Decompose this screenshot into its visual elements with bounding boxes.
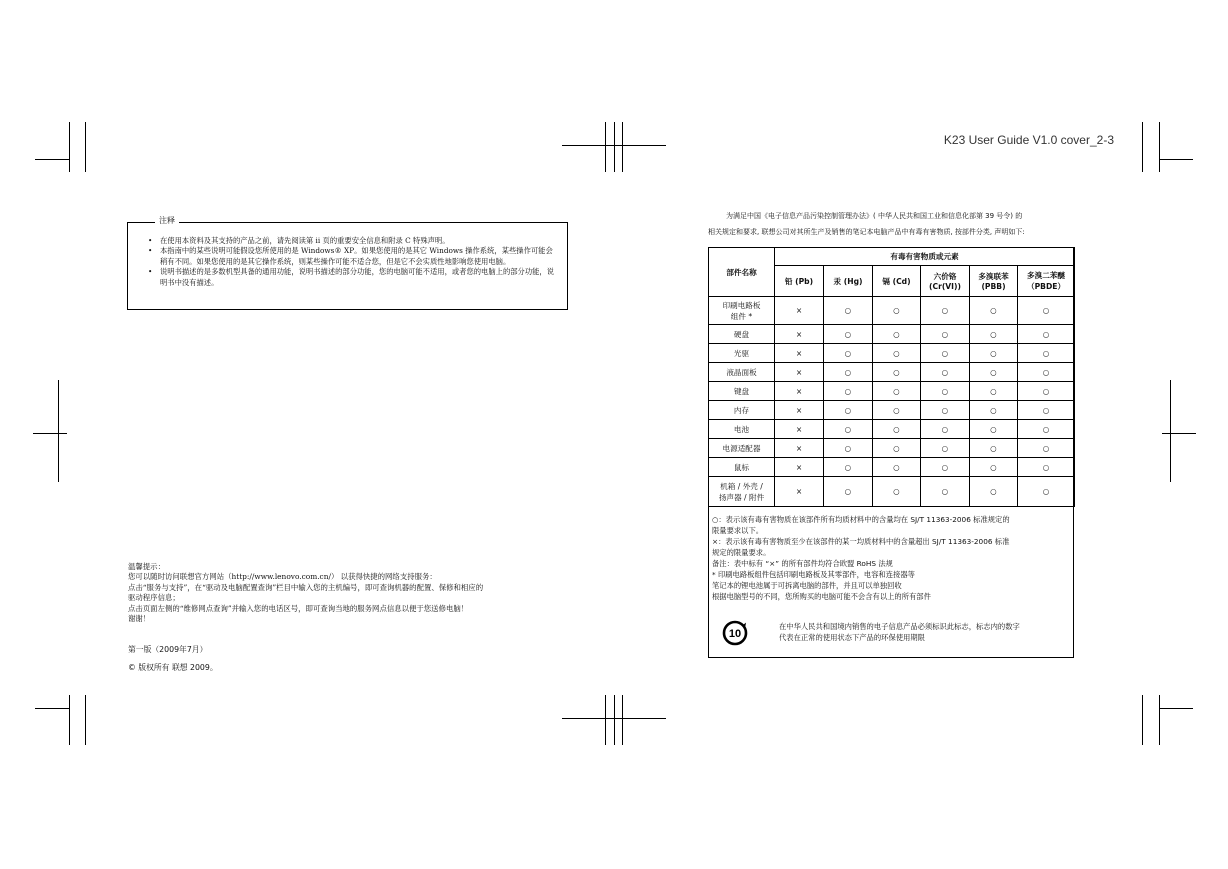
- note-text: 本指南中的某些说明可能假设您所使用的是 Windows® XP。如果您使用的是其它 Windows 操作系统，某些操作可能会稍有不同。如果您使用的是其它操作系统，则某些操作可能不适合您，但是它不会实质性地影响您使用电脑。: [160, 246, 553, 266]
- column-header: 多溴二苯醚 （PBDE）: [1018, 266, 1075, 297]
- column-header: 汞 (Hg): [824, 266, 873, 297]
- crop-mark: [58, 380, 59, 482]
- crop-mark: [33, 433, 67, 434]
- substance-cell: ○: [824, 344, 873, 363]
- substances-group-header: 有毒有害物质或元素: [775, 248, 1075, 266]
- substance-cell: ×: [775, 297, 824, 325]
- substance-cell: ○: [873, 401, 921, 420]
- declaration-intro: [708, 208, 1074, 240]
- substance-cell: ○: [824, 401, 873, 420]
- intro-line: 为满足中国《电子信息产品污染控制管理办法》( 中华人民共和国工业和信息化部第 39 号令) 的: [726, 212, 1023, 220]
- substance-cell: ○: [921, 401, 970, 420]
- footnote-line: 根据电脑型号的不同，您所购买的电脑可能不会含有以上的所有部件: [712, 592, 931, 601]
- substance-cell: ○: [824, 458, 873, 477]
- substance-cell: ○: [921, 363, 970, 382]
- substance-cell: ×: [775, 401, 824, 420]
- part-name-cell: 键盘: [709, 382, 775, 401]
- crop-mark: [562, 718, 666, 719]
- substance-cell: ○: [873, 344, 921, 363]
- bullet-icon: •: [148, 267, 153, 277]
- table-row: [709, 297, 1075, 325]
- substance-cell: ○: [824, 382, 873, 401]
- crop-mark: [69, 695, 70, 745]
- column-header: 铅 (Pb): [775, 266, 824, 297]
- note-text: 说明书描述的是多数机型具备的通用功能，说明书描述的部分功能，您的电脑可能不适用，或者您的电脑上的部分功能，说明书中没有描述。: [160, 267, 555, 287]
- table-header-row: [709, 248, 1075, 266]
- substance-cell: ○: [824, 477, 873, 507]
- crop-mark: [1159, 695, 1160, 745]
- crop-mark: [1142, 122, 1143, 172]
- substance-cell: ×: [775, 477, 824, 507]
- intro-line: 相关规定和要求, 联想公司对其所生产及销售的笔记本电脑产品中有毒有害物质, 按部件分类, 声明如下:: [708, 228, 1025, 236]
- part-name-cell: 电源适配器: [709, 439, 775, 458]
- part-name-cell: 液晶面板: [709, 363, 775, 382]
- substance-cell: ○: [921, 420, 970, 439]
- crop-mark: [35, 708, 69, 709]
- substance-cell: ○: [824, 297, 873, 325]
- footnote-line: 笔记本的锂电池属于可拆离电脑的部件，并且可以单独回收: [712, 581, 902, 590]
- seal-text-line: 代表在正常的使用状态下产品的环保使用期限: [779, 633, 925, 642]
- substance-cell: ○: [1018, 297, 1075, 325]
- tips-line: 您可以随时访问联想官方网站（http://www.lenovo.com.cn/） 以获得快捷的网络支持服务：: [128, 572, 437, 582]
- copyright-text: © 版权所有 联想 2009。: [128, 663, 218, 672]
- part-name-header: 部件名称: [709, 248, 775, 297]
- list-item: [146, 236, 558, 246]
- substance-cell: ○: [1018, 420, 1075, 439]
- table-row: [709, 420, 1075, 439]
- seal-text-line: 在中华人民共和国境内销售的电子信息产品必须标识此标志，标志内的数字: [779, 622, 1020, 631]
- tips-line: 点击页面左侧的“维修网点查询”并输入您的电话区号，即可查询当地的服务网点信息以便于您送修电脑！: [128, 603, 469, 613]
- substance-cell: ○: [970, 325, 1018, 344]
- table-row: [709, 363, 1075, 382]
- table-row: [709, 344, 1075, 363]
- crop-mark: [1142, 695, 1143, 745]
- footnote-line: ○：表示该有毒有害物质在该部件所有均质材料中的含量均在 SJ/T 11363-2006 标准规定的: [712, 515, 1010, 524]
- substance-cell: ×: [775, 344, 824, 363]
- note-list: [146, 236, 558, 288]
- support-tips: [128, 562, 578, 624]
- crop-mark: [614, 695, 615, 745]
- part-name-cell: 光驱: [709, 344, 775, 363]
- substance-cell: ○: [1018, 344, 1075, 363]
- table-row: [709, 401, 1075, 420]
- substance-cell: ×: [775, 325, 824, 344]
- note-text: 在使用本资料及其支持的产品之前，请先阅读第 ii 页的重要安全信息和附录 C 特殊声明。: [160, 236, 450, 245]
- substance-cell: ×: [775, 382, 824, 401]
- substance-cell: ○: [824, 439, 873, 458]
- tips-line: 温馨提示：: [128, 562, 165, 571]
- substance-cell: ○: [1018, 363, 1075, 382]
- tips-line: 驱动程序信息；: [128, 593, 180, 603]
- seal-number: 10: [728, 628, 742, 641]
- substance-cell: ○: [824, 325, 873, 344]
- tips-line: 谢谢！: [128, 614, 151, 624]
- part-name-cell: 硬盘: [709, 325, 775, 344]
- substance-cell: ○: [873, 325, 921, 344]
- substance-cell: ○: [873, 477, 921, 507]
- bullet-icon: •: [148, 246, 153, 256]
- substance-cell: ○: [873, 363, 921, 382]
- crop-mark: [69, 122, 70, 172]
- seal-description: [779, 621, 1069, 643]
- substance-cell: ○: [1018, 382, 1075, 401]
- crop-mark: [1162, 433, 1196, 434]
- crop-mark: [622, 695, 623, 745]
- substance-cell: ○: [970, 458, 1018, 477]
- part-name-cell: 电池: [709, 420, 775, 439]
- substance-cell: ○: [970, 401, 1018, 420]
- substance-cell: ○: [873, 297, 921, 325]
- substance-cell: ×: [775, 363, 824, 382]
- bullet-icon: •: [148, 236, 153, 245]
- substance-cell: ○: [970, 382, 1018, 401]
- crop-mark: [1159, 708, 1193, 709]
- substance-cell: ○: [1018, 477, 1075, 507]
- substance-cell: ○: [1018, 401, 1075, 420]
- substance-cell: ○: [1018, 325, 1075, 344]
- table-row: [709, 477, 1075, 507]
- crop-mark: [85, 695, 86, 745]
- hazardous-substances-table: [708, 247, 1075, 507]
- table-row: [709, 382, 1075, 401]
- substance-cell: ○: [921, 344, 970, 363]
- tips-line: 点击“服务与支持”，在“驱动及电脑配置查询”栏目中输入您的主机编号，即可查询机器的配置、保修和相应的: [128, 582, 484, 592]
- column-header: 镉 (Cd): [873, 266, 921, 297]
- substance-cell: ○: [921, 458, 970, 477]
- substance-cell: ○: [921, 439, 970, 458]
- footnote-line: ×：表示该有毒有害物质至少在该部件的某一均质材料中的含量超出 SJ/T 11363-2006 标准: [712, 537, 1010, 546]
- table-footnotes: [712, 514, 1068, 602]
- crop-mark: [85, 122, 86, 172]
- part-name-cell: 印刷电路板 组件 *: [709, 297, 775, 325]
- substance-cell: ○: [873, 458, 921, 477]
- crop-mark: [605, 122, 606, 172]
- footnote-line: 限量要求以下。: [712, 526, 764, 535]
- substance-cell: ○: [970, 439, 1018, 458]
- substance-cell: ○: [921, 382, 970, 401]
- substance-cell: ○: [921, 297, 970, 325]
- crop-mark: [35, 159, 69, 160]
- page-header-title: K23 User Guide V1.0 cover_2-3: [943, 133, 1114, 147]
- crop-mark: [614, 122, 615, 172]
- substance-cell: ○: [824, 363, 873, 382]
- crop-mark: [1159, 159, 1193, 160]
- table-row: [709, 439, 1075, 458]
- crop-mark: [622, 122, 623, 172]
- substance-cell: ○: [824, 420, 873, 439]
- footnote-line: * 印刷电路板组件包括印刷电路板及其零部件，电容和连接器等: [712, 570, 915, 579]
- substance-cell: ○: [921, 325, 970, 344]
- substance-cell: ○: [1018, 439, 1075, 458]
- efup-10-year-seal-icon: [722, 620, 748, 646]
- substance-cell: ○: [873, 420, 921, 439]
- substance-cell: ×: [775, 458, 824, 477]
- crop-mark: [562, 145, 666, 146]
- crop-mark: [605, 695, 606, 745]
- table-row: [709, 325, 1075, 344]
- substance-cell: ○: [873, 439, 921, 458]
- substance-cell: ×: [775, 439, 824, 458]
- crop-mark: [1170, 380, 1171, 482]
- substance-cell: ○: [921, 477, 970, 507]
- substance-cell: ○: [970, 344, 1018, 363]
- column-header: 六价铬 (Cr(VI)): [921, 266, 970, 297]
- list-item: [146, 267, 558, 288]
- footnote-line: 规定的限量要求。: [712, 548, 771, 557]
- part-name-cell: 鼠标: [709, 458, 775, 477]
- substance-cell: ○: [970, 420, 1018, 439]
- substance-cell: ○: [1018, 458, 1075, 477]
- substance-cell: ×: [775, 420, 824, 439]
- part-name-cell: 机箱 / 外壳 / 扬声器 / 附件: [709, 477, 775, 507]
- table-row: [709, 458, 1075, 477]
- substance-cell: ○: [970, 477, 1018, 507]
- edition-text: 第一版（2009年7月）: [128, 645, 208, 654]
- list-item: [146, 246, 558, 267]
- column-header: 多溴联苯 (PBB): [970, 266, 1018, 297]
- note-title: 注释: [155, 215, 179, 226]
- part-name-cell: 内存: [709, 401, 775, 420]
- substance-cell: ○: [873, 382, 921, 401]
- crop-mark: [1159, 122, 1160, 172]
- substance-cell: ○: [970, 363, 1018, 382]
- footnote-line: 备注：表中标有 “×” 的所有部件均符合欧盟 RoHS 法规: [712, 559, 893, 568]
- substance-cell: ○: [970, 297, 1018, 325]
